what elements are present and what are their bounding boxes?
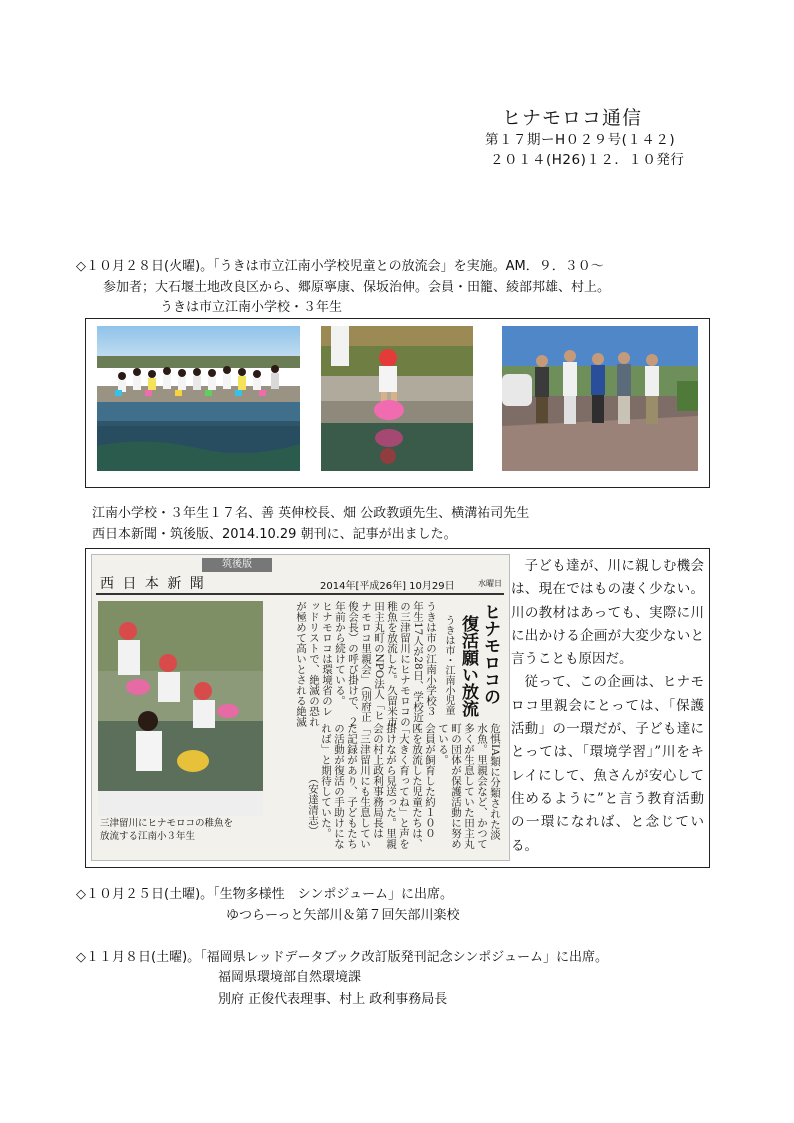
clipping-headline-2: 復活願い放流 xyxy=(458,615,478,717)
clipping-text-col: 田主丸町のNPO法人「ヒ xyxy=(373,601,385,721)
clipping-photo-caption-line1: 三津留川にヒナモロコの稚魚を xyxy=(100,818,234,829)
clipping-headline-1: ヒナモロコの xyxy=(480,603,500,705)
event-symposium-detail: ゆつらーっと矢部川＆第７回矢部川楽校 xyxy=(226,908,460,923)
article-frame xyxy=(85,548,710,868)
clipping-edition: 筑後版 xyxy=(202,558,272,572)
photo-child-releasing-fish xyxy=(321,326,473,471)
newspaper-clipping xyxy=(91,554,510,861)
clipping-text-col: 危惧IA類に分類された淡 xyxy=(489,723,501,840)
clipping-photo xyxy=(98,601,263,816)
issue-date: ２０１４(H26)１２．１０発行 xyxy=(490,152,685,168)
photo-frame xyxy=(85,318,710,488)
clipping-text-col: れば」と期待していた。 xyxy=(320,723,332,839)
editor-comment xyxy=(511,555,704,858)
clipping-text-col: 水魚。里親会など、かつて xyxy=(476,723,488,849)
clipping-text-col: ている。 xyxy=(437,723,449,765)
clipping-text-col: 稚魚を放流した。久留米市 xyxy=(386,601,398,727)
clipping-rule xyxy=(96,593,504,595)
event-release-participants: 参加者；大石堰土地改良区から、郷原寧康、保坂治伸。会員・田籠、綾部邦雄、村上。 xyxy=(103,280,611,295)
newsletter-title: ヒナモロコ通信 xyxy=(502,107,643,129)
clipping-text-col: 年前から続けている。 xyxy=(334,601,346,706)
event-reddata-attendees: 別府 正俊代表理事、村上 政利事務局長 xyxy=(218,992,448,1007)
clipping-text-col: 会の村上政利事務局長は xyxy=(372,723,384,839)
event-release-school: うきは市立江南小学校・３年生 xyxy=(160,300,343,315)
clipping-text-col: 町の団体が保護活動に努め xyxy=(450,723,462,849)
clipping-text-col: うきは市の江南小学校３ xyxy=(425,601,437,717)
clipping-text-col: が極めて高いとされる絶滅 xyxy=(295,601,307,727)
issue-number: 第１７期ーH０２９号(１４２) xyxy=(485,132,676,148)
photo-caption-newspaper: 西日本新聞・筑後版、2014.10.29 朝刊に、記事が出ました。 xyxy=(92,527,457,542)
clipping-text-col: 会員が飼育した約１００ xyxy=(424,723,436,839)
clipping-text-col: の活動が復活の手助けにな xyxy=(333,723,345,849)
clipping-text-col: た記録があり、子どもたち xyxy=(346,723,358,849)
clipping-text-col: 俊会長）の呼び掛けで、２ xyxy=(347,601,359,727)
clipping-text-col: 年生17人が28日、学校近く xyxy=(412,601,424,733)
comment-paragraph-1: 子ども達が、川に親しむ機会は、現在ではもの凄く少ない。川の教材はあっても、実際に川に出かける企画が大変少ないと言うことも原因だ。 xyxy=(511,558,704,668)
photo-children-group xyxy=(97,326,300,471)
clipping-text-col: 多くが生息していた田主丸 xyxy=(463,723,475,849)
event-symposium-heading: ◇１０月２５日(土曜)。「生物多様性 シンポジューム」に出席。 xyxy=(76,887,454,902)
clipping-date: 2014年[平成26年] 10月29日 xyxy=(320,581,455,592)
clipping-photo-caption-line2: 放流する江南小３年生 xyxy=(100,831,196,842)
clipping-subhead: うきは市・江南小児童 xyxy=(443,615,454,715)
clipping-text-col: の三津留川にヒナモロコの xyxy=(399,601,411,727)
photo-caption-participants: 江南小学校・３年生１７名、善 英伸校長、畑 公政教頭先生、横溝祐司先生 xyxy=(92,506,530,521)
comment-paragraph-2: 従って、この企画は、ヒナモロコ里親会にとっては、「保護活動」の一環だが、子ども達にとっては、「環境学習」”川をキレイにして、魚さんが安心して住めるように”と言う教育活動の一環になれば、と念じている。 xyxy=(511,674,704,854)
event-reddata-heading: ◇１１月８日(土曜)。「福岡県レッドデータブック改訂版発刊記念シンポジューム」に出席。 xyxy=(76,950,609,965)
event-reddata-organizer: 福岡県環境部自然環境課 xyxy=(218,970,362,985)
clipping-text-col: 匹を放流した児童たちは、 xyxy=(411,723,423,849)
photo-members-group xyxy=(502,326,698,471)
clipping-byline: （安達清志） xyxy=(307,773,319,836)
clipping-text-col: 掛けながら見送った。里親 xyxy=(385,723,397,849)
clipping-text-col: 「大きく育ってね」と声を xyxy=(398,723,410,849)
clipping-photo-caption xyxy=(100,817,233,843)
clipping-weekday: 水曜日 xyxy=(478,579,502,588)
event-release-heading: ◇１０月２８日(火曜)。「うきは市立江南小学校児童との放流会」を実施。AM．９．３０～ xyxy=(76,259,604,274)
clipping-paper-name: 西 日 本 新 聞 xyxy=(100,576,206,592)
clipping-text-col: ヒナモロコは環境省のレ xyxy=(321,601,333,717)
clipping-text-col: ッドリストで、絶滅の恐れ xyxy=(308,601,320,727)
clipping-text-col: ナモロコ里親会」（別府正 xyxy=(360,601,372,722)
clipping-text-col: 「三津留川にも生息してい xyxy=(359,723,371,849)
